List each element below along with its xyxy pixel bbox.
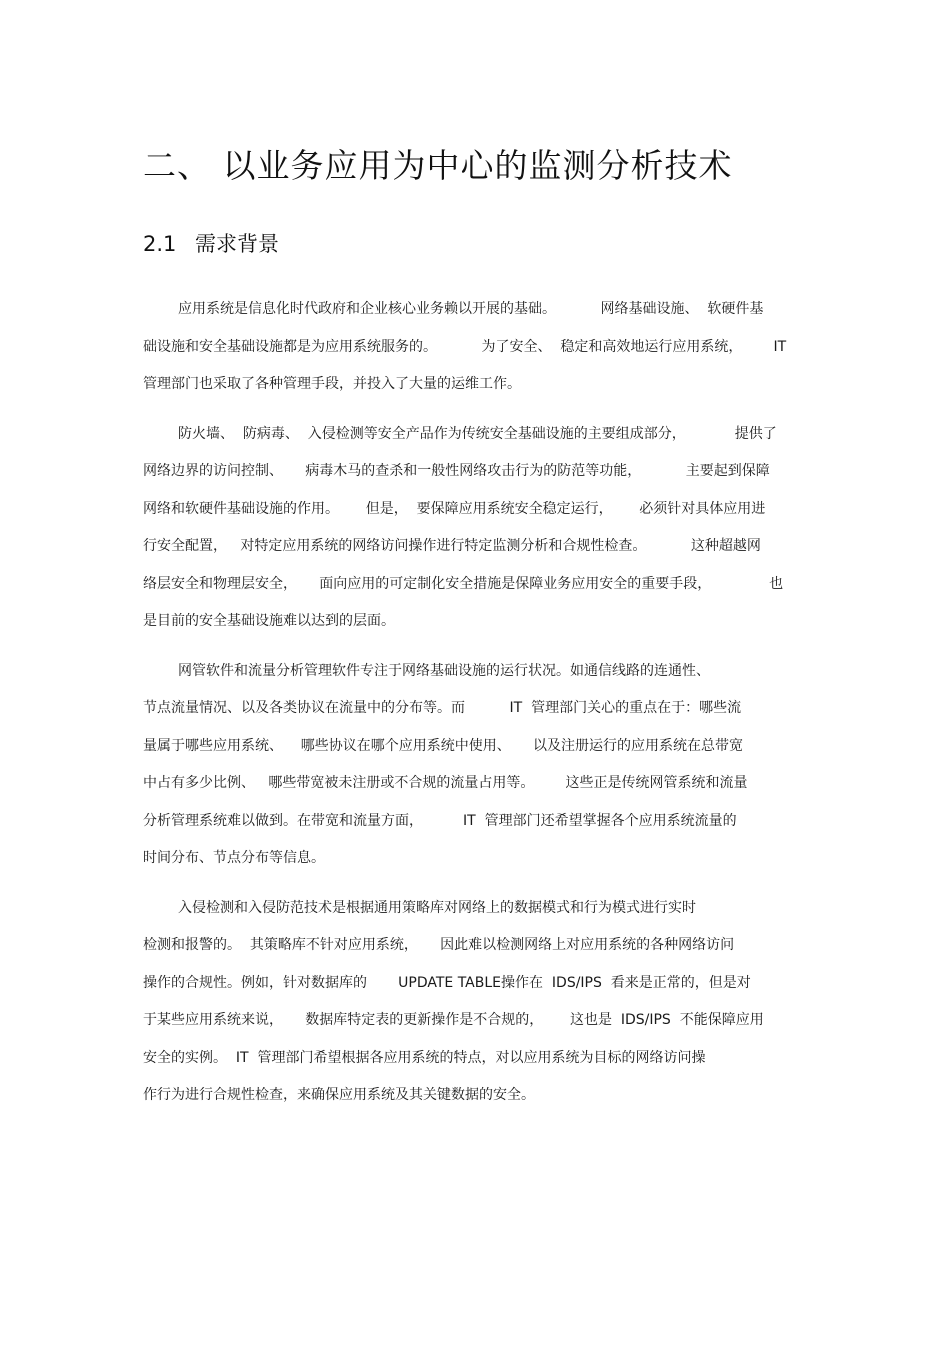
paragraph <box>143 890 808 1115</box>
section-number: 2.1 <box>143 232 177 256</box>
text-line: 安全的实例。 IT 管理部门希望根据各应用系统的特点，对以应用系统为目标的网络访问操 <box>143 1049 706 1066</box>
text-line: 操作的合规性。例如，针对数据库的 UPDATE TABLE操作在 IDS/IPS 看来是正常的，但是对 <box>143 974 751 991</box>
text-line: 节点流量情况、以及各类协议在流量中的分布等。而 IT 管理部门关心的重点在于：哪些流 <box>143 700 742 716</box>
text-line: 量属于哪些应用系统、 哪些协议在哪个应用系统中使用、 以及注册运行的应用系统在总带宽 <box>143 737 744 754</box>
text-line: 础设施和安全基础设施都是为应用系统服务的。 为了安全、 稳定和高效地运行应用系统， IT <box>143 338 787 355</box>
text-line: 网络边界的访问控制、 病毒木马的查杀和一般性网络攻击行为的防范等功能， 主要起到保障 <box>143 463 770 479</box>
text-line: 时间分布、节点分布等信息。 <box>143 850 325 866</box>
text-line: 络层安全和物理层安全， 面向应用的可定制化安全措施是保障业务应用安全的重要手段， 也 <box>143 575 784 592</box>
text-line: 是目前的安全基础设施难以达到的层面。 <box>143 613 395 629</box>
text-line: 网络和软硬件基础设施的作用。 但是， 要保障应用系统安全稳定运行， 必须针对具体应用进 <box>143 500 766 517</box>
text-line: 防火墙、 防病毒、 入侵检测等安全产品作为传统安全基础设施的主要组成部分， 提供了 <box>178 425 777 442</box>
text-line: 于某些应用系统来说， 数据库特定表的更新操作是不合规的， 这也是 IDS/IPS 不能保障应用 <box>143 1012 764 1028</box>
text-line: 分析管理系统难以做到。在带宽和流量方面， IT 管理部门还希望掌握各个应用系统流量的 <box>143 812 737 829</box>
text-line: 应用系统是信息化时代政府和企业核心业务赖以开展的基础。 网络基础设施、 软硬件基 <box>178 301 764 317</box>
text-line: 行安全配置， 对特定应用系统的网络访问操作进行特定监测分析和合规性检查。 这种超越网 <box>143 538 761 554</box>
chapter-title: 二、 以业务应用为中心的监测分析技术 <box>143 146 733 185</box>
text-line: 作行为进行合规性检查，来确保应用系统及其关键数据的安全。 <box>143 1087 535 1103</box>
text-line: 管理部门也采取了各种管理手段，并投入了大量的运维工作。 <box>143 376 521 392</box>
section-title: 需求背景 <box>195 232 279 256</box>
paragraph <box>143 416 808 641</box>
paragraph <box>143 291 808 404</box>
text-line: 网管软件和流量分析管理软件专注于网络基础设施的运行状况。如通信线路的连通性、 <box>178 662 710 679</box>
body-text <box>143 291 808 1127</box>
text-line: 入侵检测和入侵防范技术是根据通用策略库对网络上的数据模式和行为模式进行实时 <box>178 899 696 916</box>
paragraph <box>143 653 808 878</box>
text-line: 中占有多少比例、 哪些带宽被未注册或不合规的流量占用等。 这些正是传统网管系统和流量 <box>143 775 748 791</box>
text-line: 检测和报警的。 其策略库不针对应用系统， 因此难以检测网络上对应用系统的各种网络访问 <box>143 937 735 953</box>
section-heading <box>143 228 279 258</box>
